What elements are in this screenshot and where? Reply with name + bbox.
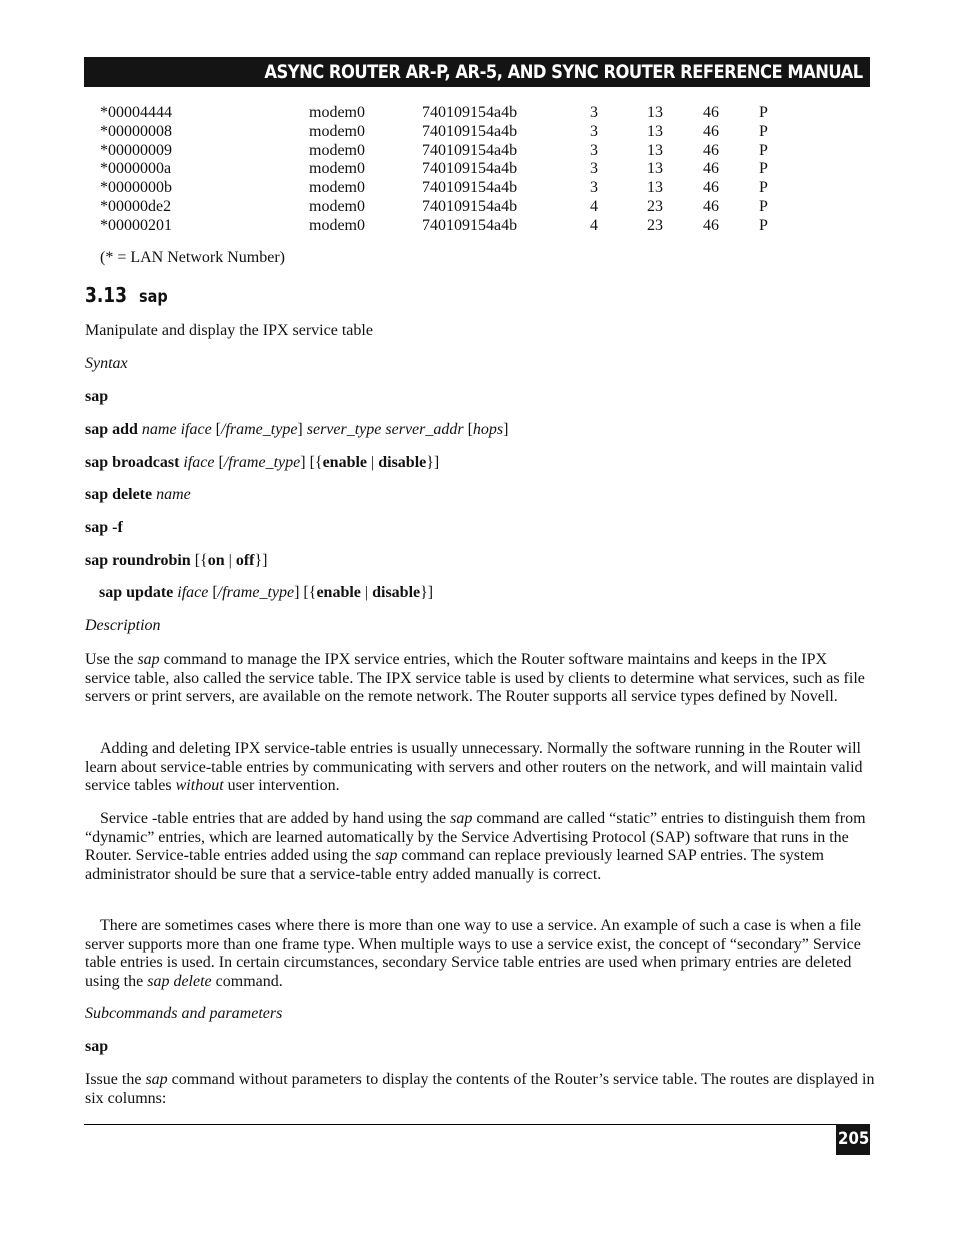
network-cell: *0000000a bbox=[100, 160, 172, 178]
subcommand-sap-description bbox=[85, 1071, 875, 1108]
interface-cell: modem0 bbox=[309, 160, 365, 178]
network-cell: *00000009 bbox=[100, 141, 172, 159]
text-run: command are called “static” entries to distinguish them from “dynamic” entries, which are learned automatically by the Service Advertising Protocol (SAP) software that runs in the Router. Service-table entries added using the bbox=[85, 810, 866, 865]
text-run: Adding and deleting IPX service-table entries is usually unnecessary. Normally the software running in the Router will learn about service-table entries by communicating with servers and other routers on the network, and will maintain valid service tables bbox=[85, 740, 863, 795]
age-cell: 46 bbox=[703, 197, 719, 215]
syntax-keyword: enable bbox=[322, 454, 368, 471]
syntax-cmd: sap update bbox=[99, 584, 174, 601]
syntax-keyword: off bbox=[235, 552, 255, 569]
syntax-separator: | bbox=[224, 552, 236, 569]
network-cell: *00004444 bbox=[100, 104, 172, 121]
node-cell: 740109154a4b bbox=[422, 160, 518, 178]
syntax-bracket: }] bbox=[426, 454, 440, 471]
text-run: Issue the bbox=[85, 1071, 146, 1088]
syntax-param: /frame_type bbox=[221, 421, 298, 438]
table-row bbox=[100, 104, 800, 123]
description-label: Description bbox=[85, 617, 161, 634]
syntax-sap-f: sap -f bbox=[85, 519, 123, 536]
hops-cell: 3 bbox=[590, 104, 598, 121]
text-run: command to manage the IPX service entries, which the Router software maintains and keeps in the IPX service table, also called the service table. The IPX service table is used by clients to determine what services, such as file servers or print servers, are available on the remote network. The Router supports all service types defined by Novell. bbox=[85, 651, 865, 706]
text-run: command without parameters to display the contents of the Router’s service table. The routes are displayed in six columns: bbox=[85, 1071, 875, 1107]
syntax-sap-roundrobin bbox=[85, 552, 267, 571]
syntax-sap: sap bbox=[85, 388, 109, 405]
syntax-bracket: ] bbox=[503, 421, 509, 438]
syntax-cmd: sap add bbox=[85, 421, 138, 438]
interface-cell: modem0 bbox=[309, 141, 365, 159]
subcommand-sap-heading: sap bbox=[85, 1038, 109, 1055]
ticks-cell: 13 bbox=[647, 141, 663, 159]
text-run: There are sometimes cases where there is more than one way to use a service. An example of such a case is when a file server supports more than one frame type. When multiple ways to use a service exist, the concept of “secondary” Service table entries is used. In certain circumstances, secondary Service table entries are used when primary entries are deleted using the bbox=[85, 917, 862, 990]
age-cell: 46 bbox=[703, 160, 719, 178]
syntax-sap-add bbox=[85, 421, 508, 440]
text-run: sap bbox=[450, 810, 473, 827]
syntax-bracket: [ bbox=[211, 421, 221, 438]
ticks-cell: 13 bbox=[647, 122, 663, 140]
hops-cell: 3 bbox=[590, 160, 598, 178]
network-cell: *00000008 bbox=[100, 122, 172, 140]
source-cell: P bbox=[759, 104, 768, 121]
syntax-bracket: [ bbox=[214, 454, 224, 471]
age-cell: 46 bbox=[703, 122, 719, 140]
table-row bbox=[100, 179, 800, 198]
node-cell: 740109154a4b bbox=[422, 179, 518, 197]
syntax-sap-delete bbox=[85, 486, 191, 505]
page-number-box bbox=[836, 1124, 870, 1155]
description-paragraph-4 bbox=[85, 917, 875, 991]
route-table bbox=[100, 104, 800, 236]
network-cell: *00000201 bbox=[100, 216, 172, 234]
text-run: sap delete bbox=[147, 972, 212, 990]
hops-cell: 4 bbox=[590, 216, 598, 234]
table-note: (* = LAN Network Number) bbox=[100, 249, 285, 266]
syntax-keyword: enable bbox=[316, 584, 361, 601]
hops-cell: 3 bbox=[590, 141, 598, 159]
syntax-sap-broadcast bbox=[85, 454, 439, 473]
text-run: sap bbox=[375, 847, 398, 865]
age-cell: 46 bbox=[703, 216, 719, 234]
syntax-bracket: ] [{ bbox=[294, 584, 317, 601]
network-cell: *0000000b bbox=[100, 179, 172, 197]
syntax-param: /frame_type bbox=[217, 584, 295, 601]
syntax-cmd: sap roundrobin bbox=[85, 552, 191, 569]
text-run: sap bbox=[137, 651, 160, 668]
section-number: 3.13 bbox=[85, 283, 127, 307]
text-run: Service -table entries that are added by hand using the bbox=[100, 810, 451, 827]
syntax-separator: | bbox=[367, 454, 379, 471]
text-run: command. bbox=[211, 972, 283, 990]
hops-cell: 4 bbox=[590, 197, 598, 215]
source-cell: P bbox=[759, 122, 768, 140]
node-cell: 740109154a4b bbox=[422, 216, 518, 234]
description-paragraph-1 bbox=[85, 651, 875, 707]
header-bar bbox=[84, 57, 870, 87]
syntax-param: name bbox=[156, 486, 191, 503]
description-paragraph-2 bbox=[85, 740, 875, 796]
hops-cell: 3 bbox=[590, 179, 598, 197]
text-run: sap bbox=[145, 1071, 168, 1088]
interface-cell: modem0 bbox=[309, 104, 365, 121]
node-cell: 740109154a4b bbox=[422, 104, 518, 121]
text-run: Use the bbox=[85, 651, 138, 668]
page-number: 205 bbox=[838, 1129, 870, 1149]
syntax-sap-update bbox=[99, 584, 433, 603]
source-cell: P bbox=[759, 160, 768, 178]
syntax-param: name iface bbox=[141, 421, 212, 438]
source-cell: P bbox=[759, 179, 768, 197]
source-cell: P bbox=[759, 141, 768, 159]
syntax-separator: | bbox=[360, 584, 373, 601]
syntax-bracket: }] bbox=[254, 552, 268, 569]
node-cell: 740109154a4b bbox=[422, 197, 518, 215]
table-row bbox=[100, 160, 800, 179]
age-cell: 46 bbox=[703, 104, 719, 121]
age-cell: 46 bbox=[703, 141, 719, 159]
age-cell: 46 bbox=[703, 179, 719, 197]
syntax-param: iface bbox=[183, 454, 215, 471]
text-run: without bbox=[175, 777, 224, 795]
interface-cell: modem0 bbox=[309, 197, 365, 215]
interface-cell: modem0 bbox=[309, 122, 365, 140]
syntax-bracket: ] [{ bbox=[300, 454, 323, 471]
source-cell: P bbox=[759, 197, 768, 215]
interface-cell: modem0 bbox=[309, 216, 365, 234]
syntax-cmd: sap broadcast bbox=[85, 454, 180, 471]
interface-cell: modem0 bbox=[309, 179, 365, 197]
syntax-keyword: on bbox=[207, 552, 225, 569]
syntax-keyword: disable bbox=[372, 584, 421, 601]
node-cell: 740109154a4b bbox=[422, 141, 518, 159]
syntax-label: Syntax bbox=[85, 355, 128, 372]
section-summary: Manipulate and display the IPX service table bbox=[85, 322, 373, 339]
ticks-cell: 13 bbox=[647, 179, 663, 197]
description-paragraph-3 bbox=[85, 810, 875, 884]
text-run: command can replace previously learned SAP entries. The system administrator should be sure that a service-table entry added manually is correct. bbox=[85, 847, 824, 883]
syntax-bracket: [ bbox=[208, 584, 218, 601]
text-run: user intervention. bbox=[223, 777, 340, 795]
hops-cell: 3 bbox=[590, 122, 598, 140]
syntax-param: /frame_type bbox=[223, 454, 301, 471]
network-cell: *00000de2 bbox=[100, 197, 172, 215]
subcommands-label: Subcommands and parameters bbox=[85, 1005, 283, 1022]
header-title: ASYNC ROUTER AR-P, AR-5, AND SYNC ROUTER REFERENCE MANUAL bbox=[264, 61, 863, 83]
syntax-cmd: sap delete bbox=[85, 486, 153, 503]
ticks-cell: 23 bbox=[647, 216, 663, 234]
table-row bbox=[100, 123, 800, 142]
ticks-cell: 13 bbox=[647, 160, 663, 178]
ticks-cell: 13 bbox=[647, 104, 663, 121]
table-row bbox=[100, 198, 800, 217]
footer-rule bbox=[84, 1124, 870, 1125]
syntax-param: server_type server_addr bbox=[306, 421, 464, 438]
ticks-cell: 23 bbox=[647, 197, 663, 215]
syntax-bracket: [{ bbox=[190, 552, 208, 569]
section-heading bbox=[85, 283, 173, 307]
source-cell: P bbox=[759, 216, 768, 234]
syntax-param: hops bbox=[472, 421, 504, 438]
node-cell: 740109154a4b bbox=[422, 122, 518, 140]
table-row bbox=[100, 217, 800, 236]
syntax-keyword: disable bbox=[378, 454, 427, 471]
syntax-param: iface bbox=[177, 584, 209, 601]
syntax-bracket: }] bbox=[420, 584, 434, 601]
table-row bbox=[100, 142, 800, 161]
section-command: sap bbox=[139, 287, 169, 307]
syntax-bracket: ] bbox=[297, 421, 307, 438]
syntax-bracket: [ bbox=[463, 421, 473, 438]
